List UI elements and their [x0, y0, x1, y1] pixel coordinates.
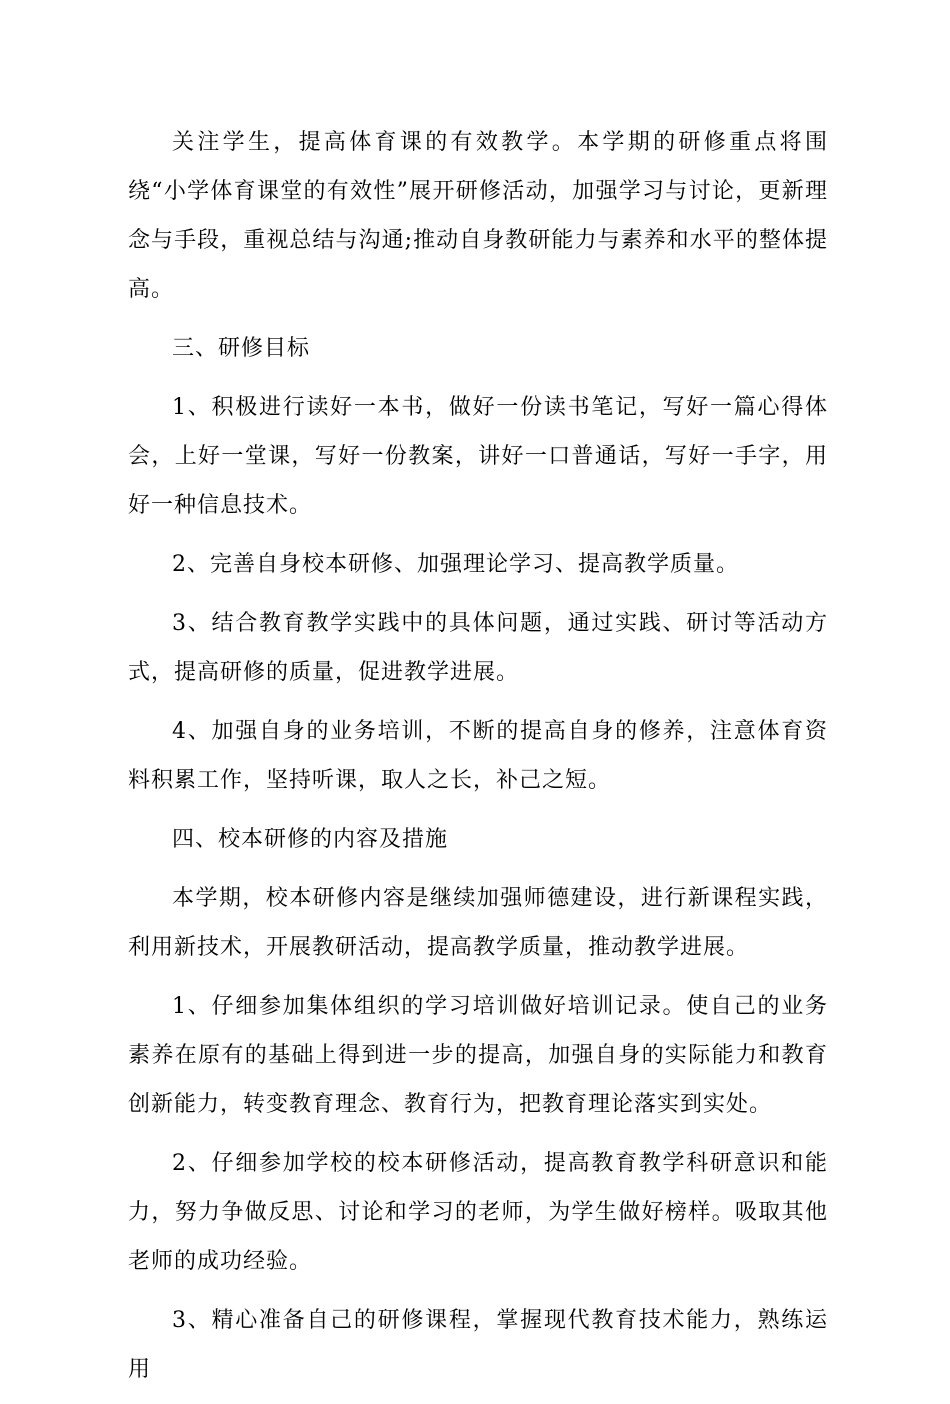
paragraph-content-summary: 本学期，校本研修内容是继续加强师德建设，进行新课程实践，利用新技术，开展教研活动，提高教学质量，推动教学进展。	[128, 886, 828, 960]
goal-item-2: 2、完善自身校本研修、加强理论学习、提高教学质量。	[172, 552, 739, 577]
measure-item-3: 3、精心准备自己的研修课程，掌握现代教育技术能力，熟练运用	[128, 1308, 828, 1382]
goal-item-1: 1、积极进行读好一本书，做好一份读书笔记，写好一篇心得体会，上好一堂课，写好一份教案，讲好一口普通话，写好一手字，用好一种信息技术。	[128, 395, 828, 518]
document-body	[128, 118, 828, 1404]
paragraph-intro: 关注学生，提高体育课的有效教学。本学期的研修重点将围绕“小学体育课堂的有效性”展开研修活动，加强学习与讨论，更新理念与手段，重视总结与沟通;推动自身教研能力与素养和水平的整体提高。	[128, 130, 828, 302]
section-heading-content: 四、校本研修的内容及措施	[172, 827, 449, 852]
goal-item-4: 4、加强自身的业务培训，不断的提高自身的修养，注意体育资料积累工作，坚持听课，取人之长，补己之短。	[128, 719, 828, 793]
measure-item-2: 2、仔细参加学校的校本研修活动，提高教育教学科研意识和能力，努力争做反思、讨论和学习的老师，为学生做好榜样。吸取其他老师的成功经验。	[128, 1151, 828, 1274]
measure-item-1: 1、仔细参加集体组织的学习培训做好培训记录。使自己的业务素养在原有的基础上得到进一步的提高，加强自身的实际能力和教育创新能力，转变教育理念、教育行为，把教育理论落实到实处。	[128, 994, 828, 1117]
goal-item-3: 3、结合教育教学实践中的具体问题，通过实践、研讨等活动方式，提高研修的质量，促进教学进展。	[128, 611, 828, 685]
section-heading-goals: 三、研修目标	[172, 336, 311, 361]
